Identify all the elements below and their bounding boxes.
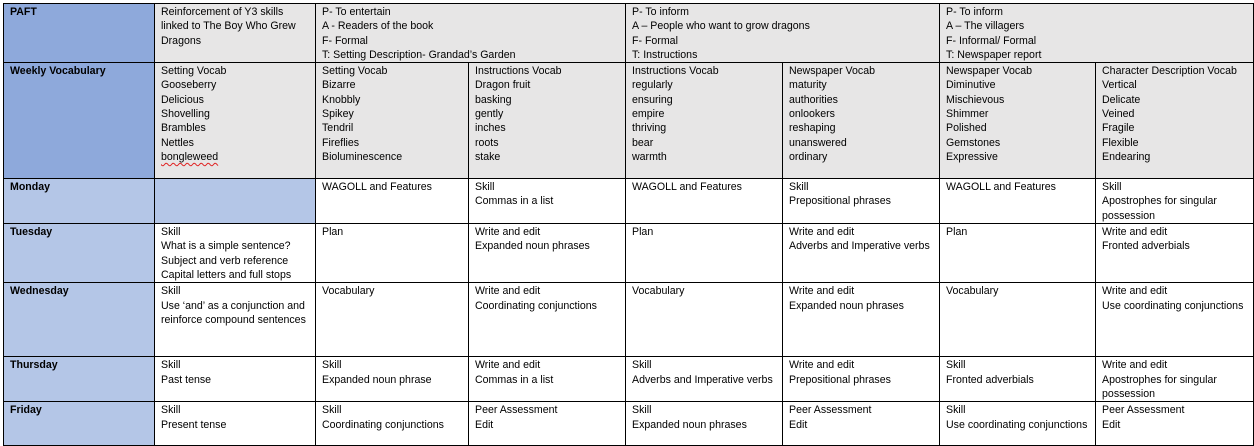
paft-block-newspaper	[940, 4, 1254, 63]
lesson-type: Skill	[161, 359, 181, 372]
vocab-word: regularly	[632, 79, 673, 92]
lesson-type: Write and edit	[1102, 226, 1168, 239]
lesson-cell	[940, 179, 1096, 224]
lesson-focus: Adverbs and Imperative verbs	[789, 240, 930, 253]
lesson-focus: Apostrophes for singular possession	[1102, 373, 1217, 400]
lesson-type: Write and edit	[475, 285, 541, 298]
vocab-word-misspelled: bongleweed	[161, 150, 219, 163]
lesson-type: Plan	[322, 226, 344, 239]
lesson-type: Skill	[632, 359, 652, 372]
lesson-cell	[783, 357, 940, 402]
vocab-word: Fragile	[1102, 122, 1135, 135]
lesson-focus: Coordinating conjunctions	[475, 299, 597, 312]
lesson-cell	[155, 224, 316, 283]
paft-audience: A – The villagers	[946, 20, 1025, 33]
lesson-type: Vocabulary	[946, 285, 999, 298]
vocab-word: Bizarre	[322, 79, 356, 92]
lesson-cell	[316, 357, 469, 402]
lesson-type: Skill	[632, 404, 652, 417]
lesson-focus: What is a simple sentence?	[161, 240, 291, 253]
reinforcement-cell	[155, 4, 316, 63]
vocab-word: inches	[475, 122, 506, 135]
day-row-friday	[4, 402, 1254, 446]
vocab-heading: Newspaper Vocab	[946, 65, 1033, 78]
vocab-cell	[316, 63, 469, 179]
lesson-type: Write and edit	[475, 359, 541, 372]
lesson-cell	[469, 179, 626, 224]
vocab-cell	[1096, 63, 1254, 179]
lesson-focus: Past tense	[161, 373, 212, 386]
vocab-cell	[626, 63, 783, 179]
lesson-type: Skill	[946, 404, 966, 417]
lesson-focus: Edit	[789, 418, 808, 431]
vocab-word: Diminutive	[946, 79, 996, 92]
reinforcement-line: linked to The Boy Who Grew	[161, 20, 296, 33]
vocab-word: Shimmer	[946, 108, 989, 121]
lesson-cell	[155, 283, 316, 357]
lesson-cell	[316, 402, 469, 446]
day-row-tuesday	[4, 224, 1254, 283]
vocab-word: Vertical	[1102, 79, 1137, 92]
lesson-focus: Present tense	[161, 418, 227, 431]
paft-text-type: T: Setting Description- Grandad’s Garden	[322, 48, 516, 61]
lesson-cell	[626, 224, 783, 283]
vocab-word: Tendril	[322, 122, 354, 135]
paft-form: F- Formal	[322, 34, 368, 47]
lesson-cell	[1096, 283, 1254, 357]
lesson-focus: Expanded noun phrases	[632, 418, 747, 431]
vocab-word: Gooseberry	[161, 79, 217, 92]
lesson-cell	[316, 179, 469, 224]
lesson-focus: Expanded noun phrases	[789, 299, 904, 312]
vocab-word: reshaping	[789, 122, 836, 135]
day-row-wednesday	[4, 283, 1254, 357]
lesson-type: Vocabulary	[632, 285, 685, 298]
day-label: Monday	[4, 179, 155, 224]
vocab-heading: Setting Vocab	[322, 65, 388, 78]
lesson-cell	[1096, 357, 1254, 402]
vocab-word: unanswered	[789, 136, 847, 149]
lesson-type: Write and edit	[789, 285, 855, 298]
vocab-word: Veined	[1102, 108, 1135, 121]
lesson-focus: Prepositional phrases	[789, 195, 891, 208]
vocab-heading: Instructions Vocab	[475, 65, 562, 78]
writing-plan-table	[3, 3, 1254, 446]
paft-form: F- Formal	[632, 34, 678, 47]
lesson-type: WAGOLL and Features	[632, 181, 742, 194]
vocabulary-row	[4, 63, 1254, 179]
lesson-cell	[783, 179, 940, 224]
lesson-type: WAGOLL and Features	[322, 181, 432, 194]
lesson-cell	[316, 224, 469, 283]
lesson-cell	[783, 224, 940, 283]
lesson-focus: Prepositional phrases	[789, 373, 891, 386]
vocab-heading: Character Description Vocab	[1102, 65, 1237, 78]
paft-block-setting	[316, 4, 626, 63]
vocab-word: thriving	[632, 122, 667, 135]
vocab-word: Shovelling	[161, 108, 210, 121]
vocab-word: empire	[632, 108, 665, 121]
vocab-word: onlookers	[789, 108, 835, 121]
day-row-monday	[4, 179, 1254, 224]
lesson-type: Skill	[322, 359, 342, 372]
vocab-cell	[783, 63, 940, 179]
lesson-focus: Fronted adverbials	[946, 373, 1034, 386]
lesson-type: Skill	[161, 404, 181, 417]
vocab-word: basking	[475, 93, 512, 106]
vocab-heading: Setting Vocab	[161, 65, 227, 78]
paft-block-instructions	[626, 4, 940, 63]
lesson-type: Skill	[161, 285, 181, 298]
lesson-focus: Adverbs and Imperative verbs	[632, 373, 773, 386]
lesson-type: Peer Assessment	[1102, 404, 1185, 417]
lesson-cell	[626, 357, 783, 402]
lesson-focus: Expanded noun phrases	[475, 240, 590, 253]
lesson-type: Skill	[789, 181, 809, 194]
vocab-word: Dragon fruit	[475, 79, 531, 92]
lesson-type: Write and edit	[475, 226, 541, 239]
lesson-type: Skill	[1102, 181, 1122, 194]
vocab-word: Delicious	[161, 93, 204, 106]
lesson-type: Skill	[946, 359, 966, 372]
vocab-word: Bioluminescence	[322, 150, 403, 163]
paft-audience: A - Readers of the book	[322, 20, 434, 33]
vocabulary-label: Weekly Vocabulary	[4, 63, 155, 179]
lesson-focus: Commas in a list	[475, 373, 554, 386]
planning-document	[3, 3, 1253, 443]
lesson-focus: Expanded noun phrase	[322, 373, 432, 386]
lesson-cell	[626, 179, 783, 224]
lesson-type: Write and edit	[1102, 359, 1168, 372]
lesson-cell	[940, 283, 1096, 357]
lesson-focus: Coordinating conjunctions	[322, 418, 444, 431]
lesson-focus: Use coordinating conjunctions	[1102, 299, 1244, 312]
lesson-type: Peer Assessment	[475, 404, 558, 417]
lesson-cell	[155, 357, 316, 402]
vocab-word: stake	[475, 150, 501, 163]
lesson-focus: Apostrophes for singular possession	[1102, 195, 1217, 222]
lesson-focus: Fronted adverbials	[1102, 240, 1190, 253]
lesson-cell	[940, 402, 1096, 446]
paft-purpose: P- To inform	[946, 6, 1003, 18]
lesson-cell	[1096, 179, 1254, 224]
lesson-cell	[1096, 224, 1254, 283]
lesson-focus: Capital letters and full stops	[161, 269, 292, 282]
lesson-type: Write and edit	[1102, 285, 1168, 298]
reinforcement-line: Reinforcement of Y3 skills	[161, 6, 284, 18]
vocab-word: Mischievous	[946, 93, 1005, 106]
vocab-word: Spikey	[322, 108, 354, 121]
lesson-cell-empty	[155, 179, 316, 224]
lesson-focus: Edit	[475, 418, 494, 431]
lesson-cell	[469, 283, 626, 357]
lesson-cell	[469, 357, 626, 402]
vocab-cell	[940, 63, 1096, 179]
lesson-cell	[626, 402, 783, 446]
lesson-focus: Edit	[1102, 418, 1121, 431]
day-label: Tuesday	[4, 224, 155, 283]
paft-purpose: P- To inform	[632, 6, 689, 18]
reinforcement-line: Dragons	[161, 34, 202, 47]
vocab-word: Expressive	[946, 150, 998, 163]
lesson-cell	[469, 224, 626, 283]
vocab-cell	[469, 63, 626, 179]
vocab-cell	[155, 63, 316, 179]
lesson-type: Vocabulary	[322, 285, 375, 298]
vocab-word: ordinary	[789, 150, 828, 163]
paft-row	[4, 4, 1254, 63]
lesson-type: Write and edit	[789, 226, 855, 239]
lesson-type: Plan	[946, 226, 968, 239]
day-label: Wednesday	[4, 283, 155, 357]
paft-audience: A – People who want to grow dragons	[632, 20, 810, 33]
day-label: Friday	[4, 402, 155, 446]
paft-text-type: T: Newspaper report	[946, 48, 1042, 61]
lesson-cell	[783, 402, 940, 446]
vocab-heading: Newspaper Vocab	[789, 65, 875, 78]
lesson-cell	[316, 283, 469, 357]
lesson-cell	[469, 402, 626, 446]
lesson-type: Plan	[632, 226, 654, 239]
lesson-type: Skill	[322, 404, 342, 417]
paft-purpose: P- To entertain	[322, 6, 391, 18]
vocab-word: authorities	[789, 93, 838, 106]
day-row-thursday	[4, 357, 1254, 402]
lesson-type: Peer Assessment	[789, 404, 872, 417]
lesson-cell	[1096, 402, 1254, 446]
lesson-focus: Commas in a list	[475, 195, 554, 208]
lesson-cell	[940, 357, 1096, 402]
lesson-cell	[783, 283, 940, 357]
lesson-type: Write and edit	[789, 359, 855, 372]
lesson-cell	[155, 402, 316, 446]
vocab-word: maturity	[789, 79, 827, 92]
vocab-word: Endearing	[1102, 150, 1151, 163]
lesson-type: Skill	[475, 181, 495, 194]
vocab-word: warmth	[632, 150, 667, 163]
lesson-type: WAGOLL and Features	[946, 181, 1056, 194]
lesson-cell	[940, 224, 1096, 283]
vocab-word: Nettles	[161, 136, 194, 149]
vocab-word: Knobbly	[322, 93, 361, 106]
vocab-word: Fireflies	[322, 136, 360, 149]
vocab-heading: Instructions Vocab	[632, 65, 719, 78]
lesson-focus: Use coordinating conjunctions	[946, 418, 1088, 431]
lesson-focus: Subject and verb reference	[161, 254, 289, 267]
vocab-word: ensuring	[632, 93, 673, 106]
vocab-word: Polished	[946, 122, 987, 135]
vocab-word: gently	[475, 108, 504, 121]
lesson-focus: Use ‘and’ as a conjunction and reinforce compound sentences	[161, 299, 306, 326]
paft-form: F- Informal/ Formal	[946, 34, 1037, 47]
vocab-word: roots	[475, 136, 499, 149]
vocab-word: Flexible	[1102, 136, 1139, 149]
lesson-type: Skill	[161, 226, 181, 239]
vocab-word: bear	[632, 136, 654, 149]
vocab-word: Gemstones	[946, 136, 1001, 149]
day-label: Thursday	[4, 357, 155, 402]
vocab-word: Delicate	[1102, 93, 1141, 106]
lesson-cell	[626, 283, 783, 357]
paft-text-type: T: Instructions	[632, 48, 698, 61]
vocab-word: Brambles	[161, 122, 206, 135]
paft-label: PAFT	[4, 4, 155, 63]
